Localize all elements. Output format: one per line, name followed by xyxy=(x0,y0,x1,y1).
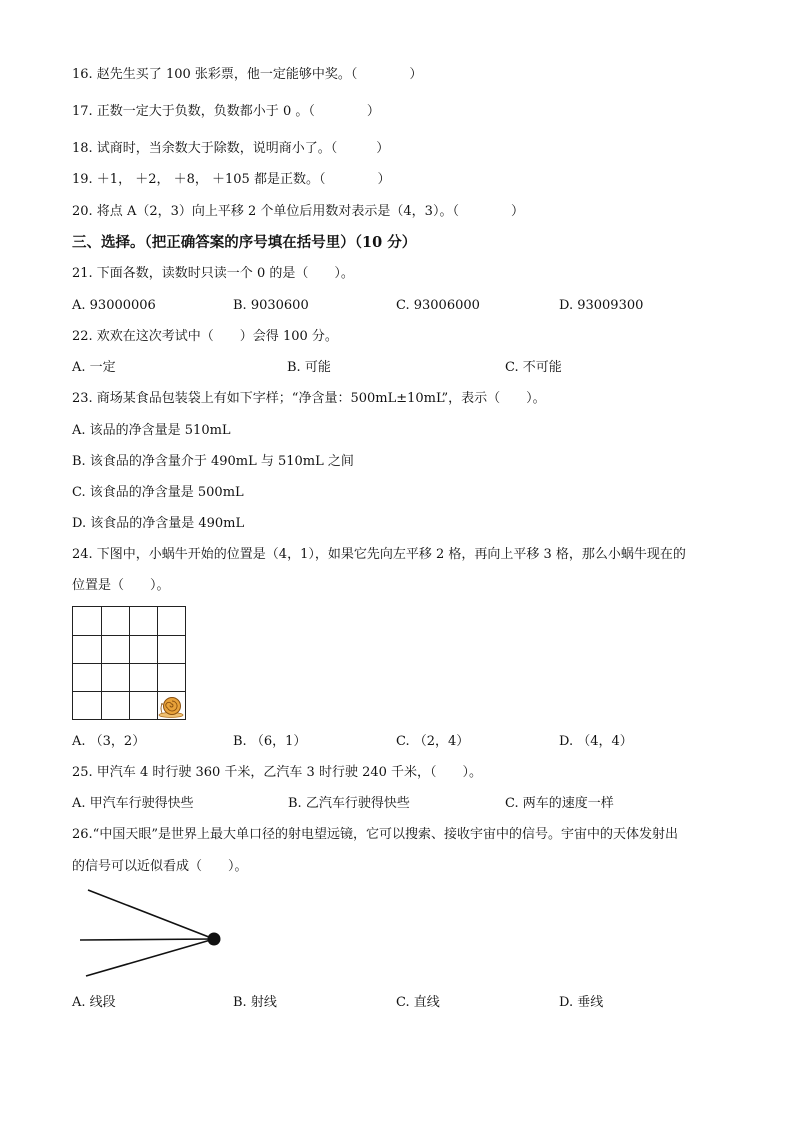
q23-option-b[interactable]: B. 该食品的净含量介于 490mL 与 510mL 之间 xyxy=(72,454,354,469)
question-19: 19. ＋1， ＋2， ＋8， ＋105 都是正数。（ ） xyxy=(72,172,391,187)
question-25: 25. 甲汽车 4 时行驶 360 千米，乙汽车 3 时行驶 240 千米，（ ）。 xyxy=(72,765,483,780)
q26-option-b[interactable]: B. 射线 xyxy=(233,995,277,1010)
q26-option-d[interactable]: D. 垂线 xyxy=(559,995,604,1010)
q24-option-a[interactable]: A. （3，2） xyxy=(72,734,146,749)
question-18: 18. 试商时，当余数大于除数，说明商小了。（ ） xyxy=(72,141,390,156)
question-23: 23. 商场某食品包装袋上有如下字样；“净含量：500mL±10mL”，表示（ ）。 xyxy=(72,391,546,406)
question-24-line2: 位置是（ ）。 xyxy=(72,578,170,593)
question-20: 20. 将点 A（2，3）向上平移 2 个单位后用数对表示是（4，3）。（ ） xyxy=(72,204,524,219)
q21-option-d[interactable]: D. 93009300 xyxy=(559,298,644,313)
q25-option-c[interactable]: C. 两车的速度一样 xyxy=(505,796,614,811)
question-26-line2: 的信号可以近似看成（ ）。 xyxy=(72,859,248,874)
question-22: 22. 欢欢在这次考试中（ ）会得 100 分。 xyxy=(72,329,338,344)
q22-option-b[interactable]: B. 可能 xyxy=(287,360,331,375)
q21-option-a[interactable]: A. 93000006 xyxy=(72,298,156,313)
q26-option-c[interactable]: C. 直线 xyxy=(396,995,440,1010)
q23-option-c[interactable]: C. 该食品的净含量是 500mL xyxy=(72,485,244,500)
q24-option-c[interactable]: C. （2，4） xyxy=(396,734,470,749)
q24-option-b[interactable]: B. （6，1） xyxy=(233,734,307,749)
q23-option-d[interactable]: D. 该食品的净含量是 490mL xyxy=(72,516,245,531)
q25-option-a[interactable]: A. 甲汽车行驶得快些 xyxy=(72,796,194,811)
question-21: 21. 下面各数，读数时只读一个 0 的是（ ）。 xyxy=(72,266,354,281)
q26-option-a[interactable]: A. 线段 xyxy=(72,995,116,1010)
question-16: 16. 赵先生买了 100 张彩票，他一定能够中奖。（ ） xyxy=(72,67,423,82)
q22-option-c[interactable]: C. 不可能 xyxy=(505,360,562,375)
question-24-line1: 24. 下图中，小蜗牛开始的位置是（4，1），如果它先向左平移 2 格，再向上平移 3 格，那么小蜗牛现在的 xyxy=(72,547,686,562)
section-title: 三、选择。（把正确答案的序号填在括号里）（10 分） xyxy=(72,234,417,251)
rays-diagram xyxy=(78,886,228,981)
q22-option-a[interactable]: A. 一定 xyxy=(72,360,116,375)
question-17: 17. 正数一定大于负数，负数都小于 0 。（ ） xyxy=(72,104,380,119)
q24-option-d[interactable]: D. （4，4） xyxy=(559,734,633,749)
snail-icon xyxy=(157,693,185,719)
question-26-line1: 26.“中国天眼”是世界上最大单口径的射电望远镜，它可以搜索、接收宇宙中的信号。宇宙中的天体发射出 xyxy=(72,827,678,842)
q23-option-a[interactable]: A. 该品的净含量是 510mL xyxy=(72,423,231,438)
q21-option-b[interactable]: B. 9030600 xyxy=(233,298,309,313)
q21-option-c[interactable]: C. 93006000 xyxy=(396,298,480,313)
q25-option-b[interactable]: B. 乙汽车行驶得快些 xyxy=(288,796,410,811)
